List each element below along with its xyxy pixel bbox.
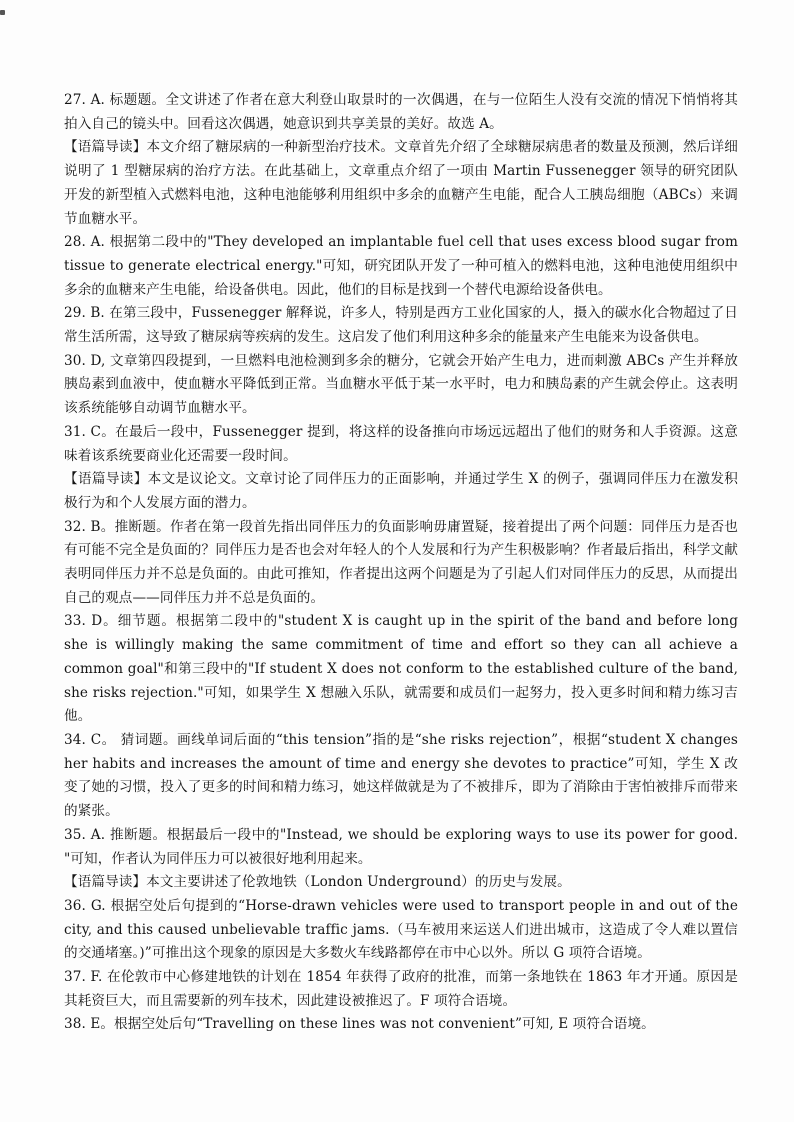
answer-27: 27. A. 标题题。全文讲述了作者在意大利登山取景时的一次偶遇，在与一位陌生人没有交流的情况下悄悄将其拍入自己的镜头中。回看这次偶遇，她意识到共享美景的美好。故选 A。 xyxy=(64,92,738,132)
answer-explanations xyxy=(64,89,738,1037)
answer-36: 36. G. 根据空处后句提到的“Horse-drawn vehicles were used to transport people in and out of the city, and this caused unbelievable traffic jams.（马车被用来运送人们进出城市，这造成了令人难以置信的交通堵塞。)”可推出这个现象的原因是大多数火车线路都停在市中心以外。所以 G 项符合语境。 xyxy=(64,897,738,962)
answer-35: 35. A. 推断题。根据最后一段中的"Instead, we should be exploring ways to use its power for good. "可知，作者认为同伴压力可以被很好地利用起来。 xyxy=(64,826,738,867)
answer-33: 33. D。细节题。根据第二段中的"student X is caught up in the spirit of the band and before long she is willingly making the same commitment of time and effort so they can all achieve a common goal"和第三段中的"If student X does not conform to the established culture of the band, she risks rejection."可知，如果学生 X 想融入乐队，就需要和成员们一起努力，投入更多时间和精力练习吉他。 xyxy=(64,613,738,725)
answer-32: 32. B。推断题。作者在第一段首先指出同伴压力的负面影响毋庸置疑，接着提出了两个问题：同伴压力是否也有可能不完全是负面的？同伴压力是否也会对年轻人的个人发展和行为产生积极影响？作者最后指出，科学文献表明同伴压力并不总是负面的。由此可推知，作者提出这两个问题是为了引起人们对同伴压力的反思，从而提出自己的观点——同伴压力并不总是负面的。 xyxy=(64,518,738,606)
answer-29: 29. B. 在第三段中，Fussenegger 解释说，许多人，特别是西方工业化国家的人，摄入的碳水化合物超过了日常生活所需，这导致了糖尿病等疾病的发生。这启发了他们利用这种多余的能量来产生电能来为设备供电。 xyxy=(64,305,738,346)
answer-30: 30. D, 文章第四段提到，一旦燃料电池检测到多余的糖分，它就会开始产生电力，进而刺激 ABCs 产生并释放胰岛素到血液中，使血糖水平降低到正常。当血糖水平低于某一水平时，电力和胰岛素的产生就会停止。这表明该系统能够自动调节血糖水平。 xyxy=(64,352,738,417)
reading-guide-underground: 【语篇导读】本文主要讲述了伦敦地铁（London Underground）的历史与发展。 xyxy=(64,874,571,891)
answer-34: 34. C。 猜词题。画线单词后面的“this tension”指的是“she risks rejection”，根据“student X changes her habits and increases the amount of time and energy she devotes to practice”可知，学生 X 改变了她的习惯，投入了更多的时间和精力练习，她这样做就是为了不被排斥，即为了消除由于害怕被排斥而带来的紧张。 xyxy=(64,731,738,820)
reading-guide-diabetes: 【语篇导读】本文介绍了糖尿病的一种新型治疗技术。文章首先介绍了全球糖尿病患者的数量及预测，然后详细说明了 1 型糖尿病的治疗方法。在此基础上，文章重点介绍了一项由 Martin Fussenegger 领导的研究团队开发的新型植入式燃料电池，这种电池能够利用组织中多余的血糖产生电能，配合人工胰岛细胞（ABCs）来调节血糖水平。 xyxy=(64,139,738,227)
answer-37: 37. F. 在伦敦市中心修建地铁的计划在 1854 年获得了政府的批准，而第一条地铁在 1863 年才开通。原因是其耗资巨大，而且需要新的列车技术，因此建设被推迟了。F 项符合语境。 xyxy=(64,969,738,1009)
answer-28: 28. A. 根据第二段中的"They developed an implantable fuel cell that uses excess blood sugar from tissue to generate electrical energy."可知，研究团队开发了一种可植入的燃料电池，这种电池使用组织中多余的血糖来产生电能，给设备供电。因此，他们的目标是找到一个替代电源给设备供电。 xyxy=(64,234,738,298)
answer-31: 31. C。在最后一段中，Fussenegger 提到，将这样的设备推向市场远远超出了他们的财务和人手资源。这意味着该系统要商业化还需要一段时间。 xyxy=(64,423,738,464)
reading-guide-peer-pressure: 【语篇导读】本文是议论文。文章讨论了同伴压力的正面影响，并通过学生 X 的例子，强调同伴压力在激发积极行为和个人发展方面的潜力。 xyxy=(64,471,738,511)
answer-38: 38. E。根据空处后句“Travelling on these lines was not convenient”可知, E 项符合语境。 xyxy=(64,1016,655,1033)
scan-mark xyxy=(0,10,5,15)
